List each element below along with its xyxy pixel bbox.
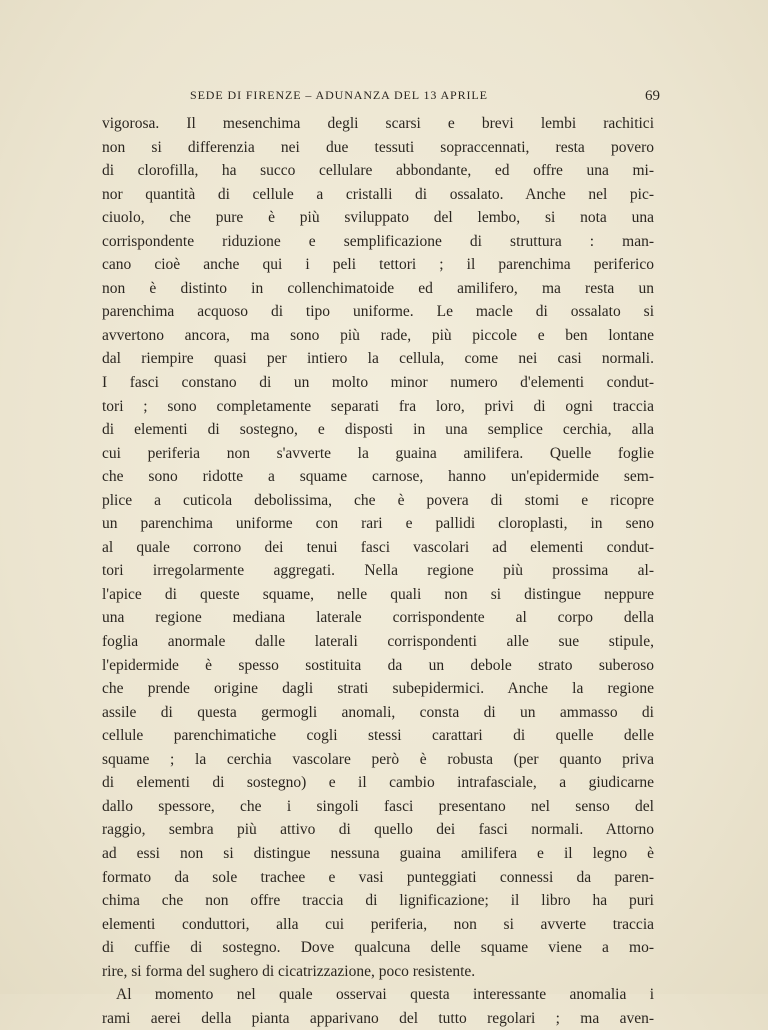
text-line: tori irregolarmente aggregati. Nella regione più prossima al-	[102, 562, 654, 580]
text-line: Al momento nel quale osservai questa interessante anomalia i	[116, 986, 654, 1004]
text-line: corrispondente riduzione e semplificazione di struttura : man-	[102, 232, 654, 250]
text-line: avvertono ancora, ma sono più rade, più piccole e ben lontane	[102, 326, 654, 344]
text-line: rire, si forma del sughero di cicatrizzazione, poco resistente.	[102, 962, 476, 980]
text-line: dallo spessore, che i singoli fasci presentano nel senso del	[102, 797, 654, 815]
text-line: dal riempire quasi per intiero la cellula, come nei casi normali.	[102, 350, 654, 368]
text-line: I fasci constano di un molto minor numero d'elementi condut-	[102, 374, 654, 392]
text-line: rami aerei della pianta apparivano del tutto regolari ; ma aven-	[102, 1009, 654, 1027]
text-line: elementi conduttori, alla cui periferia, non si avverte traccia	[102, 915, 654, 933]
text-line: di clorofilla, ha succo cellulare abbondante, ed offre una mi-	[102, 162, 654, 180]
body-text	[102, 112, 654, 1030]
text-line: foglia anormale dalle laterali corrispondenti alle sue stipule,	[102, 633, 654, 651]
text-line: formato da sole trachee e vasi punteggiati connessi da paren-	[102, 868, 654, 886]
text-line: nor quantità di cellule a cristalli di ossalato. Anche nel pic-	[102, 185, 654, 203]
text-line: un parenchima uniforme con rari e pallidi cloroplasti, in seno	[102, 515, 654, 533]
text-line: cano cioè anche qui i peli tettori ; il parenchima periferico	[102, 256, 654, 274]
text-line: assile di questa germogli anomali, consta di un ammasso di	[102, 703, 654, 721]
text-line: ciuolo, che pure è più sviluppato del lembo, si nota una	[102, 209, 654, 227]
text-line: l'apice di queste squame, nelle quali non si distingue neppure	[102, 585, 654, 603]
text-line: parenchima acquoso di tipo uniforme. Le macle di ossalato si	[102, 303, 654, 321]
text-line: di elementi di sostegno) e il cambio intrafasciale, a giudicarne	[102, 774, 654, 792]
running-title: SEDE DI FIRENZE – ADUNANZA DEL 13 APRILE	[190, 88, 488, 102]
text-line: l'epidermide è spesso sostituita da un debole strato suberoso	[102, 656, 654, 674]
text-line: di cuffie di sostegno. Dove qualcuna delle squame viene a mo-	[102, 939, 654, 957]
text-line: al quale corrono dei tenui fasci vascolari ad elementi condut-	[102, 538, 654, 556]
text-line: non si differenzia nei due tessuti sopraccennati, resta povero	[102, 138, 654, 156]
text-line: vigorosa. Il mesenchima degli scarsi e brevi lembi rachitici	[102, 115, 654, 132]
text-line: non è distinto in collenchimatoide ed amilifero, ma resta un	[102, 279, 654, 297]
text-line: tori ; sono completamente separati fra loro, privi di ogni traccia	[102, 397, 654, 415]
text-line: ad essi non si distingue nessuna guaina amilifera e il legno è	[102, 844, 654, 862]
text-line: che prende origine dagli strati subepidermici. Anche la regione	[102, 680, 654, 698]
text-line: cui periferia non s'avverte la guaina amilifera. Quelle foglie	[102, 444, 654, 462]
text-line: di elementi di sostegno, e disposti in una semplice cerchia, alla	[102, 421, 654, 439]
page-number: 69	[645, 88, 660, 104]
text-line: cellule parenchimatiche cogli stessi carattari di quelle delle	[102, 727, 654, 745]
text-line: chima che non offre traccia di lignificazione; il libro ha puri	[102, 892, 654, 910]
text-line: raggio, sembra più attivo di quello dei fasci normali. Attorno	[102, 821, 654, 839]
text-line: squame ; la cerchia vascolare però è robusta (per quanto priva	[102, 750, 654, 768]
text-line: che sono ridotte a squame carnose, hanno un'epidermide sem-	[102, 468, 654, 486]
text-line: plice a cuticola debolissima, che è povera di stomi e ricopre	[102, 491, 654, 509]
text-line: una regione mediana laterale corrispondente al corpo della	[102, 609, 654, 627]
